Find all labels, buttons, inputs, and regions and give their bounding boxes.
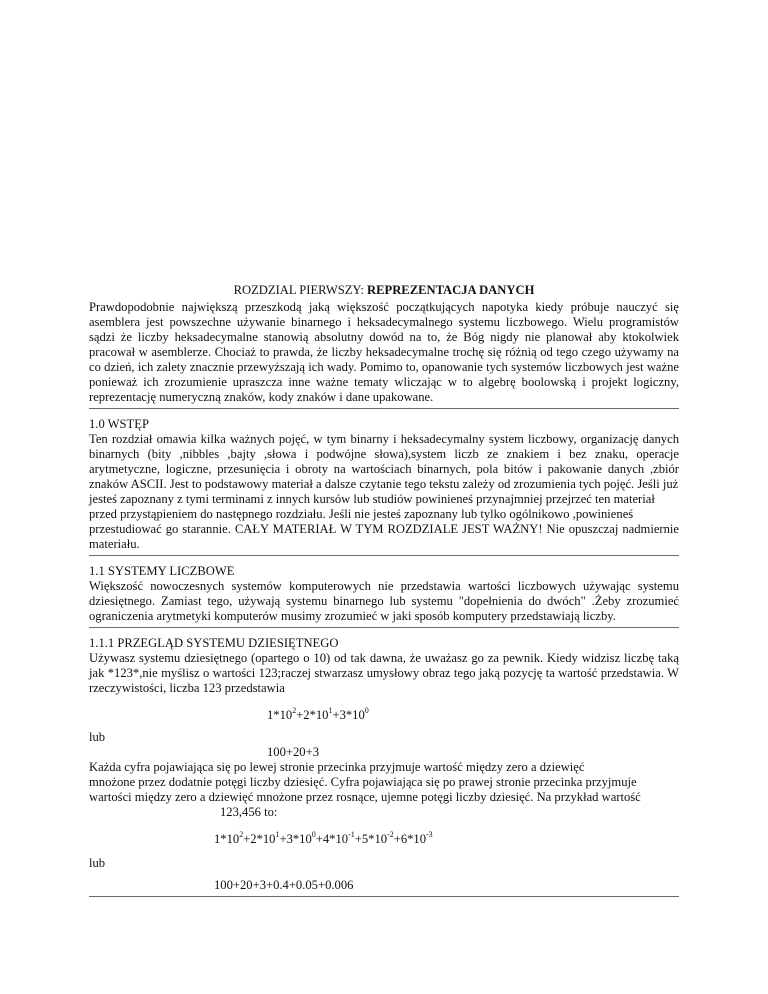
section-1-0-line-b: jesteś zapoznany z tymi terminami z innych kursów lub studiów powinieneś przynajmniej przejrzeć ten materiał (89, 492, 655, 506)
divider (89, 408, 679, 409)
section-heading-1-1-1: 1.1.1 PRZEGLĄD SYSTEMU DZIESIĘTNEGO (89, 636, 339, 650)
lub-label: lub (89, 730, 106, 744)
document-page (89, 283, 679, 905)
intro-paragraph: Prawdopodobnie największą przeszkodą jaką większość początkujących napotyka kiedy próbuje nauczyć się asemblera jest powszechne używanie binarnego i heksadecymalnego systemu liczbowego. Wielu programistów sądzi że liczby heksadecymalne stanowią absolutny dowód na to, że Bóg nigdy nie planował aby ktokolwiek pracował w asemblerze. Chociaż to prawda, że liczby heksadecymalne trochę się różnią od tego czego używamy na co dzień, ich zalety znacznie przewyższają ich wady. Pomimo to, opanowanie tych systemów liczbowych jest ważne ponieważ ich zrozumienie upraszcza inne ważne tematy wliczając w to algebrę boolowską i projekt logiczny, reprezentację numeryczną znaków, kody znaków i dane upakowane. (89, 300, 679, 404)
divider (89, 896, 679, 897)
section-1-1-paragraph: Większość nowoczesnych systemów komputerowych nie przedstawia wartości liczbowych używając systemu dziesiętnego. Zamiast tego, używają systemu binarnego lub systemu "dopełnienia do dwóch" .Żeby zrozumieć ograniczenia arytmetyki komputerów musimy zrozumieć w jaki sposób komputery przedstawiają liczby. (89, 579, 679, 623)
explanation-line-1: Każda cyfra pojawiająca się po lewej stronie przecinka przyjmuje wartość między zero a dziewięć (89, 760, 585, 774)
section-1-1-1-paragraph: Używasz systemu dziesiętnego (opartego o 10) od tak dawna, że uważasz go za pewnik. Kiedy widzisz liczbę taką jak *123*,nie myślisz o wartości 123;raczej stwarzasz umysłowy obraz tego jaką pozycję ta wartość przedstawia. W rzeczywistości, liczba 123 przedstawia (89, 651, 679, 695)
formula-123456: $1*10^2+2*10^1+3*10^0+4*10^{-1}+5*10^{-2}+6*10^{-3}$ (214, 829, 433, 846)
section-1-0-paragraph-end: przestudiować go starannie. CAŁY MATERIAŁ W TYM ROZDZIALE JEST WAŻNY! Nie opuszczaj nadmiernie materiału. (89, 522, 679, 551)
section-heading-1-1: 1.1 SYSTEMY LICZBOWE (89, 564, 235, 578)
chapter-title-prefix: ROZDZIAL PIERWSZY: (233, 283, 368, 297)
lub-label: lub (89, 856, 106, 870)
chapter-title-bold: REPREZENTACJA DANYCH (367, 283, 535, 297)
explanation-line-3: wartości między zero a dziewięć mnożone przez rosnące, ujemne potęgi liczby dziesięć. Na przykład wartość (89, 790, 641, 804)
expanded-123: 100+20+3 (267, 745, 319, 759)
section-1-0-paragraph: Ten rozdział omawia kilka ważnych pojęć, w tym binarny i heksadecymalny system liczbowy, organizację danych binarnych (bity ,nibbles ,bajty ,słowa i podwójne słowa),system liczb ze znakiem i bez znaku, operacje arytmetyczne, logiczne, przesunięcia i obroty na wartościach binarnych, pola bitów i pakowanie danych ,zbiór znaków ASCII. Jest to podstawowy materiał a dalsze czytanie tego tekstu zależy od zrozumienia tych pojęć. Jeśli już (89, 432, 679, 491)
divider (89, 627, 679, 628)
expanded-123456: 100+20+3+0.4+0.05+0.006 (214, 878, 354, 892)
chapter-title (89, 283, 679, 298)
section-1-0-line-c: przed przystąpieniem do następnego rozdziału. Jeśli nie jesteś zapoznany lub tylko ogólnikowo ,powinieneś (89, 507, 634, 521)
example-value: 123,456 to: (220, 805, 278, 819)
divider (89, 555, 679, 556)
section-heading-1-0: 1.0 WSTĘP (89, 417, 149, 431)
explanation-line-2: mnożone przez dodatnie potęgi liczby dziesięć. Cyfra pojawiająca się po prawej stronie przecinka przyjmuje (89, 775, 637, 789)
formula-123: $1*10^2+2*10^1+3*10^0$ (267, 705, 369, 722)
